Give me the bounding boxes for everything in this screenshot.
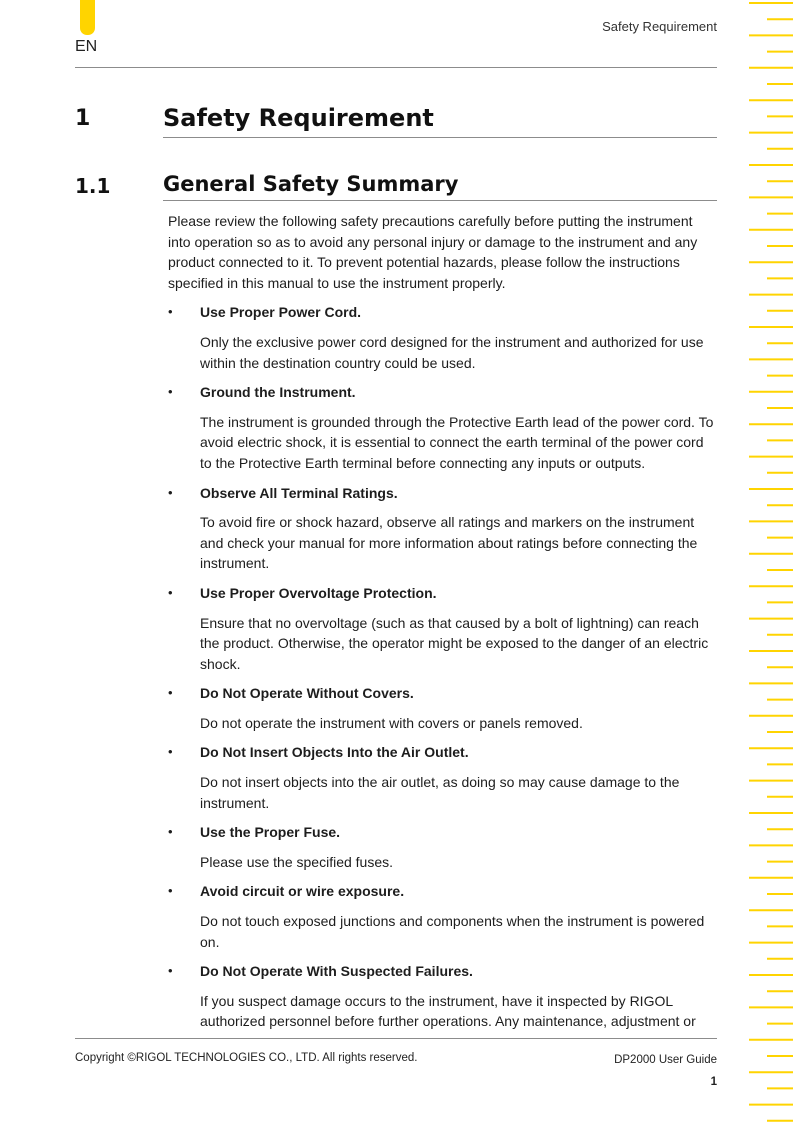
safety-item-description: Do not insert objects into the air outlet, as doing so may cause damage to the instrument. bbox=[200, 774, 680, 811]
bullet-icon: • bbox=[168, 384, 173, 400]
bullet-icon: • bbox=[168, 883, 173, 899]
safety-item-description: Please use the specified fuses. bbox=[200, 853, 394, 870]
bullet-icon: • bbox=[168, 963, 173, 979]
safety-item-description: Only the exclusive power cord designed for the instrument and authorized for use within the destination country could be used. bbox=[200, 333, 704, 371]
running-header-title: Safety Requirement bbox=[602, 19, 717, 34]
intro-paragraph: Please review the following safety precautions carefully before putting the instrument into operation so as to avoid any personal injury or damage to the instrument and any product connected to it. To prevent potential hazards, please follow the instructions specified in this manual to use the instrument properly. bbox=[168, 213, 698, 291]
safety-item-title: Use the Proper Fuse. bbox=[200, 824, 341, 841]
footer-document-name: DP2000 User Guide bbox=[614, 1054, 717, 1066]
safety-item-description: To avoid fire or shock hazard, observe all ratings and markers on the instrument and check your manual for more information about ratings before connecting the instrument. bbox=[200, 514, 698, 572]
safety-item-description: Ensure that no overvoltage (such as that caused by a bolt of lightning) can reach the product. Otherwise, the operator might be exposed to the danger of an electric shock. bbox=[200, 614, 709, 672]
chapter-number: 1 bbox=[75, 106, 91, 131]
safety-item-description: Do not touch exposed junctions and components when the instrument is powered on. bbox=[200, 913, 705, 950]
chapter-title: Safety Requirement bbox=[163, 104, 717, 138]
safety-item-description: If you suspect damage occurs to the instrument, have it inspected by RIGOL authorized personnel before further operations. Any maintenance, adjustment or bbox=[200, 992, 696, 1030]
page-number: 1 bbox=[710, 1076, 717, 1088]
safety-item-title: Do Not Operate With Suspected Failures. bbox=[200, 963, 473, 980]
language-tab-marker bbox=[80, 0, 95, 35]
safety-item bbox=[168, 881, 717, 952]
safety-item-title: Avoid circuit or wire exposure. bbox=[200, 883, 405, 900]
safety-item-description: Do not operate the instrument with covers or panels removed. bbox=[200, 714, 583, 731]
bullet-icon: • bbox=[168, 484, 173, 500]
document-body bbox=[168, 211, 717, 1041]
safety-item-title: Do Not Insert Objects Into the Air Outlet. bbox=[200, 744, 469, 761]
bullet-icon: • bbox=[168, 685, 173, 701]
safety-item-title: Use Proper Overvoltage Protection. bbox=[200, 584, 437, 601]
safety-item bbox=[168, 302, 717, 373]
safety-item bbox=[168, 742, 717, 813]
safety-item bbox=[168, 961, 717, 1032]
header-divider bbox=[75, 67, 717, 68]
safety-item-title: Ground the Instrument. bbox=[200, 384, 356, 401]
safety-item bbox=[168, 483, 717, 574]
safety-item bbox=[168, 583, 717, 674]
safety-item-description: The instrument is grounded through the Protective Earth lead of the power cord. To avoid electric shock, it is essential to connect the earth terminal of the power cord to the Protective Earth terminal before connecting any inputs or outputs. bbox=[200, 413, 714, 471]
bullet-icon: • bbox=[168, 824, 173, 840]
bullet-icon: • bbox=[168, 744, 173, 760]
bullet-icon: • bbox=[168, 304, 173, 320]
safety-list bbox=[168, 302, 717, 1032]
bullet-icon: • bbox=[168, 584, 173, 600]
safety-item-title: Observe All Terminal Ratings. bbox=[200, 484, 398, 501]
footer-divider bbox=[75, 1038, 717, 1039]
safety-item-title: Do Not Operate Without Covers. bbox=[200, 685, 414, 702]
safety-item bbox=[168, 822, 717, 872]
safety-item bbox=[168, 683, 717, 733]
language-label: EN bbox=[75, 38, 98, 55]
page-edge-ruler bbox=[747, 0, 793, 1122]
safety-item-title: Use Proper Power Cord. bbox=[200, 304, 362, 321]
section-number: 1.1 bbox=[75, 174, 111, 198]
footer-copyright: Copyright ©RIGOL TECHNOLOGIES CO., LTD. All rights reserved. bbox=[75, 1052, 418, 1064]
safety-item bbox=[168, 382, 717, 473]
section-title: General Safety Summary bbox=[163, 172, 717, 201]
